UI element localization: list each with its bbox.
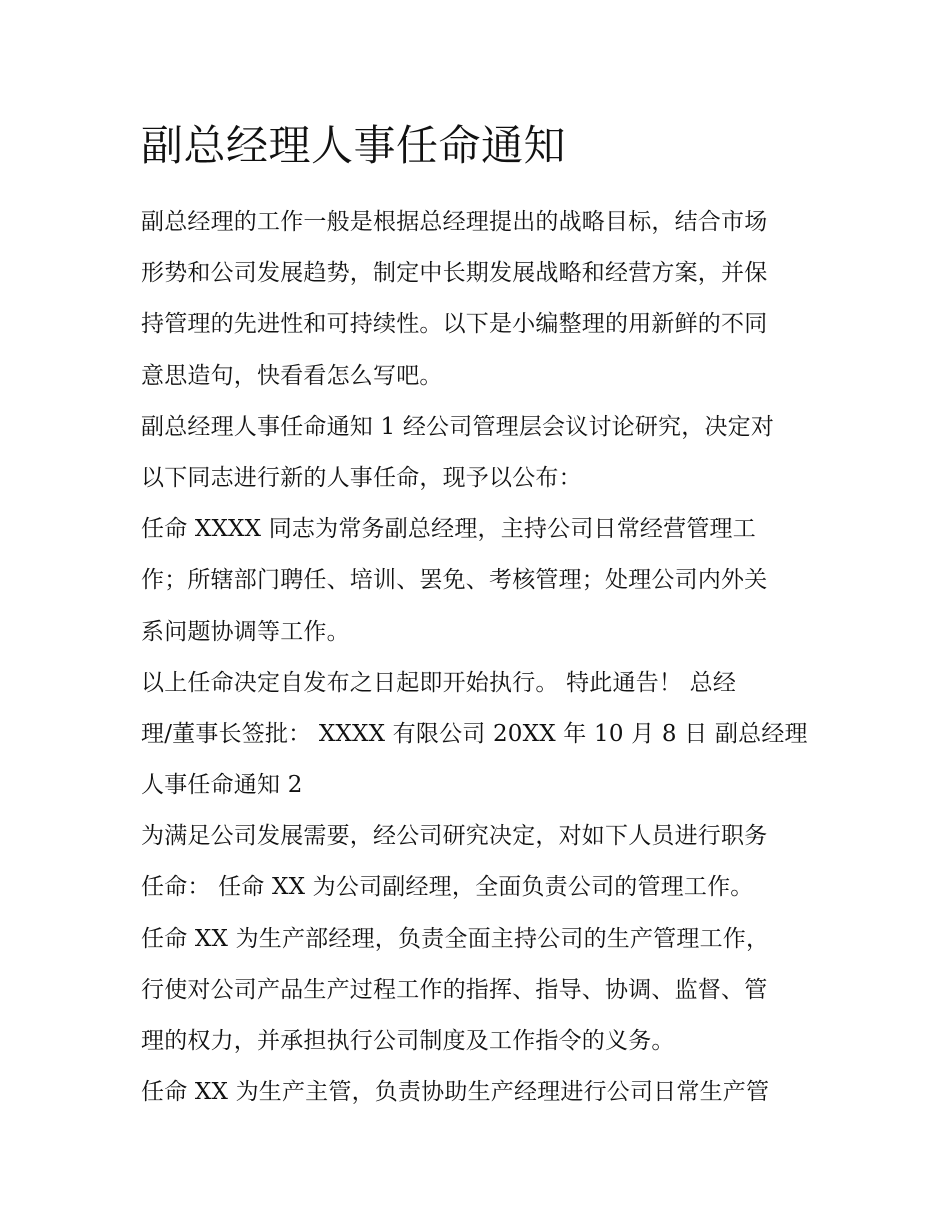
text-line: 意思造句，快看看怎么写吧。 bbox=[141, 362, 443, 389]
text-line: 以下同志进行新的人事任命，现予以公布： bbox=[141, 464, 582, 491]
document-body bbox=[141, 197, 821, 1118]
text-line: 任命 XX 为生产主管，负责协助生产经理进行公司日常生产管 bbox=[141, 1079, 770, 1106]
page-title: 副总经理人事任命通知 bbox=[141, 121, 567, 170]
text-line: 人事任命通知 2 bbox=[141, 772, 303, 799]
text-line: 任命： 任命 XX 为公司副经理，全面负责公司的管理工作。 bbox=[141, 874, 754, 901]
text-line: 持管理的先进性和可持续性。以下是小编整理的用新鲜的不同 bbox=[141, 311, 768, 338]
text-line: 任命 XX 为生产部经理，负责全面主持公司的生产管理工作， bbox=[141, 925, 770, 952]
text-line: 行使对公司产品生产过程工作的指挥、指导、协调、监督、管 bbox=[141, 976, 768, 1003]
text-line: 理的权力，并承担执行公司制度及工作指令的义务。 bbox=[141, 1028, 675, 1054]
text-line: 理/董事长签批： XXXX 有限公司 20XX 年 10 月 8 日 副总经理 bbox=[141, 720, 808, 747]
text-line: 副总经理的工作一般是根据总经理提出的战略目标，结合市场 bbox=[141, 209, 768, 235]
text-line: 系问题协调等工作。 bbox=[141, 618, 350, 645]
text-line: 副总经理人事任命通知 1 经公司管理层会议讨论研究，决定对 bbox=[141, 413, 775, 440]
text-line: 以上任命决定自发布之日起即开始执行。 特此通告！ 总经 bbox=[141, 669, 737, 696]
text-line: 为满足公司发展需要，经公司研究决定，对如下人员进行职务 bbox=[141, 823, 768, 850]
text-line: 作；所辖部门聘任、培训、罢免、考核管理；处理公司内外关 bbox=[141, 567, 768, 594]
text-line: 任命 XXXX 同志为常务副总经理，主持公司日常经营管理工 bbox=[141, 516, 756, 543]
text-line: 形势和公司发展趋势，制定中长期发展战略和经营方案，并保 bbox=[141, 260, 768, 287]
